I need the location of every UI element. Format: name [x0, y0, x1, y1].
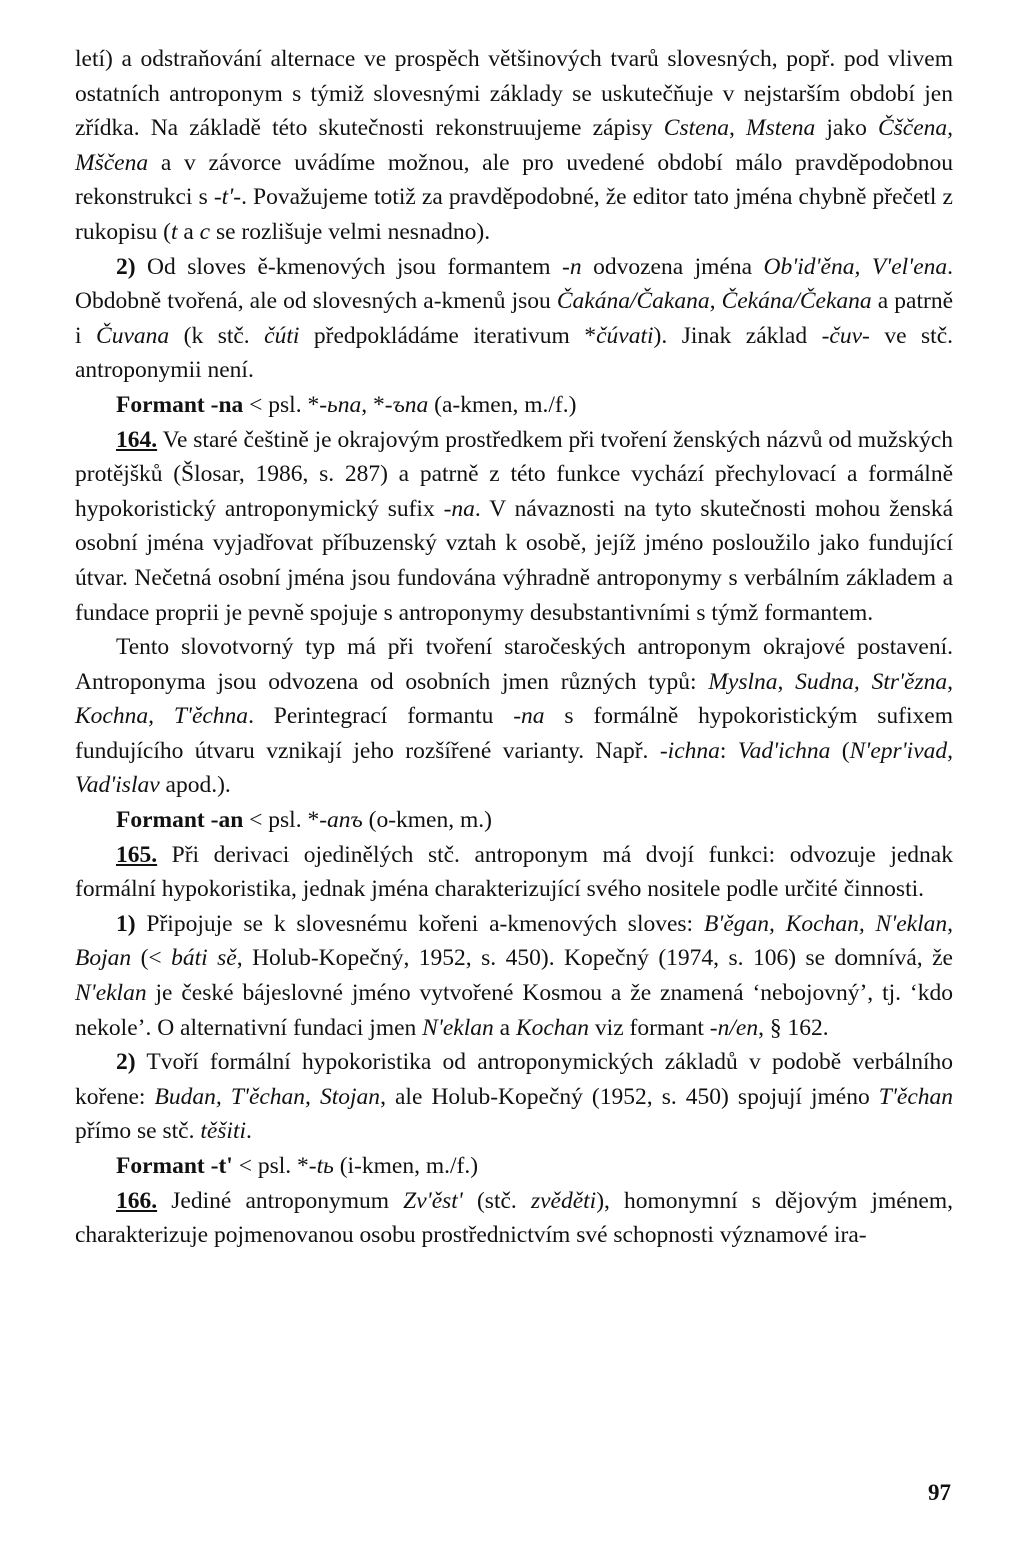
text-run: letí) a odstraňování alternace ve prospěch většinových tvarů slovesných, popř. pod vlivem ostatních antroponym s týmiž slovesnými základy se uskutečňuje v nejstarším období jen zřídka. Na základě této skutečnosti rekonstruujeme zápisy — [75, 46, 953, 142]
text-run: se rozlišuje velmi nesnadno). — [210, 218, 491, 245]
bold-run: 1) — [116, 910, 136, 937]
italic-run: těšiti — [200, 1118, 247, 1145]
text-run: jako — [815, 115, 878, 142]
paragraph — [75, 1045, 953, 1149]
text-run: (o-kmen, m.) — [362, 807, 492, 834]
paragraph — [75, 42, 953, 250]
italic-run: Ob'id'ěna, V'el'ena — [763, 253, 948, 280]
italic-run: -n — [562, 253, 582, 280]
text-run: a v závorce uvádíme možnou, ale pro uvedené období málo pravděpodobnou rekonstrukci s — [75, 149, 953, 211]
italic-run: Budan, T'ěchan, Stojan — [154, 1083, 381, 1110]
italic-run: Vad'ichna — [737, 737, 831, 764]
paragraph — [75, 907, 953, 1045]
bold-run: Formant -an — [116, 807, 244, 834]
text-run: (stč. — [462, 1187, 531, 1214]
text-run: < psl. * — [243, 807, 320, 834]
paragraph — [75, 803, 953, 838]
text-run: Jediné antroponymum — [157, 1187, 404, 1214]
italic-run: N'eklan — [75, 980, 147, 1007]
italic-run: c — [199, 218, 211, 245]
italic-run: -ьna — [319, 391, 362, 418]
paragraph — [75, 630, 953, 803]
italic-run: -tь — [308, 1153, 334, 1179]
text-run: < psl. * — [232, 1153, 309, 1179]
italic-run: N'eklan — [422, 1014, 494, 1041]
text-run: přímo se stč. — [75, 1118, 201, 1145]
section-number: 166. — [116, 1187, 158, 1214]
text-run: ve stč. antroponymii není. — [75, 322, 953, 384]
italic-run: Myslna, Sudna, Str'ězna, Kochna, T'ěchna — [75, 668, 953, 730]
italic-run: -anъ — [319, 807, 363, 834]
text-run: a — [493, 1014, 516, 1041]
body-text — [75, 42, 953, 1253]
text-run: , * — [361, 391, 385, 418]
bold-run: Formant -na — [116, 391, 244, 418]
text-run: je české bájeslovné jméno vytvořené Kosmou a že znamená ‘nebojovný’, tj. ‘kdo nekole’. O alternativní fundaci jmen — [75, 980, 953, 1041]
italic-run: T'ěchan — [878, 1083, 954, 1110]
text-run: (i-kmen, m./f.) — [333, 1153, 479, 1179]
italic-run: báti sě — [171, 945, 237, 972]
text-run: Tento slovotvorný typ má při tvoření staročeských antroponym okrajové postavení. Antroponyma jsou odvozena od osobních jmen různých typů: — [75, 634, 953, 695]
text-run: ( — [830, 737, 850, 764]
italic-run: Cstena, Mstena — [663, 115, 816, 142]
text-run: viz formant — [589, 1014, 710, 1041]
italic-run: -ichna — [659, 737, 720, 764]
italic-run: t — [170, 218, 178, 245]
text-run: . Obdobně tvořená, ale od slovesných a-kmenů jsou — [75, 253, 953, 315]
text-run: . V návaznosti na tyto skutečnosti mohou ženská osobní jména vyjadřovat příbuzenský vztah k osobě, jejíž jméno posloužilo jako fundující útvar. Nečetná osobní jména jsou fundována výhradně antroponymy s verbálním základem a fundace proprii je pevně spojuje s antroponymy desubstantivními s týmž formantem. — [75, 495, 954, 626]
text-run: a patrně i — [75, 288, 954, 349]
text-run: , ale Holub-Kopečný (1952, s. 450) spojují jméno — [380, 1083, 879, 1110]
text-run: (k stč. — [169, 322, 265, 349]
paragraph — [75, 423, 953, 631]
section-number: 164. — [116, 426, 158, 453]
bold-run: Formant -t' — [116, 1153, 233, 1179]
text-run: Od sloves ě-kmenových jsou formantem — [135, 253, 563, 280]
paragraph — [75, 388, 953, 423]
paragraph — [75, 250, 953, 388]
text-run: (< — [131, 945, 172, 972]
text-run: apod.). — [159, 772, 231, 799]
text-run: Připojuje se k slovesnému kořeni a-kmenových sloves: — [135, 910, 704, 937]
italic-run: Čščena, Mščena — [75, 115, 953, 176]
bold-run: 2) — [116, 253, 136, 280]
text-run: Ve staré češtině je okrajovým prostředkem při tvoření ženských názvů od mužských protějšků (Šlosar, 1986, s. 287) a patrně z této funkce vychází přechylovací a formálně hypokoristický antroponymický sufix — [75, 426, 953, 522]
text-run: . — [246, 1118, 252, 1145]
italic-run: zvěděti — [530, 1187, 597, 1214]
italic-run: Čakána/Čakana, Čekána/Čekana — [556, 288, 872, 315]
paragraph — [75, 1184, 953, 1253]
text-run: , Holub-Kopečný, 1952, s. 450). Kopečný (1974, s. 106) se domnívá, že — [236, 945, 953, 972]
text-run: . Považujeme totiž za pravděpodobné, že editor tato jména chybně přečetl z rukopisu ( — [75, 184, 953, 245]
text-run: s formálně hypokoristickým sufixem fundujícího útvaru vznikají jeho rozšířené varianty. Např. — [75, 703, 953, 764]
text-run: . Perintegrací formantu — [248, 703, 514, 730]
italic-run: B'ěgan, Kochan, N'eklan, Bojan — [75, 910, 953, 972]
text-run: < psl. * — [243, 391, 320, 418]
italic-run: Čuvana — [96, 322, 170, 349]
text-run: : — [719, 737, 738, 764]
text-run: (a-kmen, m./f.) — [428, 391, 577, 418]
italic-run: -ъna — [384, 391, 429, 418]
italic-run: -čuv- — [821, 322, 870, 349]
text-run: odvozena jména — [581, 253, 764, 280]
section-number: 165. — [116, 841, 158, 868]
bold-run: 2) — [116, 1049, 136, 1076]
text-run: , § 162. — [758, 1014, 829, 1041]
italic-run: Zv'ěst' — [403, 1187, 463, 1214]
italic-run: -n/en — [709, 1014, 759, 1041]
text-run: ). Jinak základ — [653, 322, 822, 349]
text-run: Při derivaci ojedinělých stč. antroponym má dvojí funkci: odvozuje jednak formální hypokoristika, jednak jména charakterizující svého nositele podle určité činnosti. — [75, 841, 953, 903]
text-run: Tvoří formální hypokoristika od antroponymických základů v podobě verbálního kořene: — [75, 1049, 953, 1110]
page-number: 97 — [928, 1480, 951, 1505]
italic-run: -t'- — [213, 184, 242, 211]
text-run: ), homonymní s dějovým jménem, charakterizuje pojmenovanou osobu prostřednictvím své schopnosti významové ira- — [75, 1187, 953, 1249]
text-run: předpokládáme iterativum * — [299, 322, 597, 349]
italic-run: -na — [513, 703, 545, 730]
paragraph — [75, 838, 953, 907]
italic-run: -na — [443, 495, 475, 522]
italic-run: čúvati — [596, 322, 654, 349]
italic-run: Kochan — [515, 1014, 590, 1041]
italic-run: čúti — [264, 322, 300, 349]
italic-run: N'epr'ivad, Vad'islav — [75, 737, 954, 799]
text-run: a — [177, 218, 200, 245]
paragraph — [75, 1149, 953, 1184]
